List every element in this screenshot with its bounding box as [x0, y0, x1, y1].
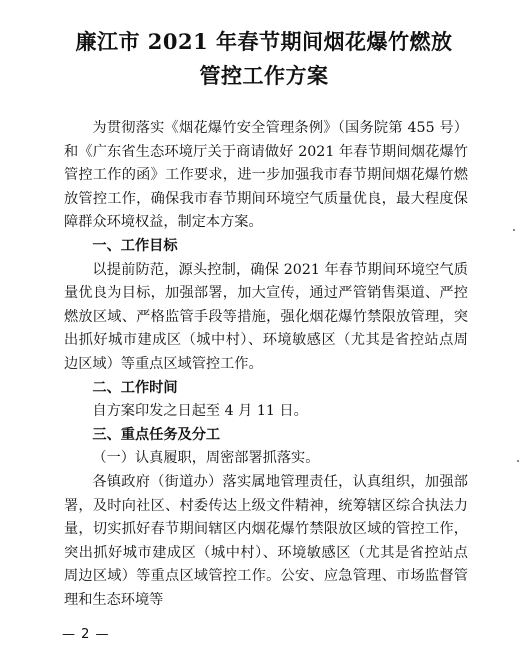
scan-speck [513, 229, 515, 231]
section1-paragraph: 以提前防范，源头控制，确保 2021 年春节期间环境空气质量优良为目标，加强部署，加大宣传，通过严管销售渠道、严控燃放区域、严格监管手段等措施，强化烟花爆竹禁限放管理，突出抓好城市建成区（城中村）、环境敏感区（尤其是省控站点周边区域）等重点区域管控工作。 [64, 261, 468, 372]
page-number: — 2 — [62, 627, 110, 642]
scan-speck [517, 460, 519, 462]
document-title-line2: 管控工作方案 [199, 63, 329, 88]
document-title-line1: 廉江市 2021 年春节期间烟花爆竹燃放 [75, 29, 453, 54]
section2-heading: 二、工作时间 [92, 379, 178, 396]
section3-heading: 三、重点任务及分工 [92, 426, 221, 443]
section2-paragraph: 自方案印发之日起至 4 月 11 日。 [92, 403, 308, 420]
section3-paragraph: 各镇政府（街道办）落实属地管理责任，认真组织，加强部署，及时向社区、村委传达上级文件精神，统筹辖区综合执法力量，切实抓好春节期间辖区内烟花爆竹禁限放区域的管控工作，突出抓好城市建成区（城中村）、环境敏感区（尤其是省控站点周边区域）等重点区域管控工作。公安、应急管理、市场监督管理和生态环境等 [64, 473, 468, 608]
intro-paragraph: 为贯彻落实《烟花爆竹安全管理条例》（国务院第 455 号）和《广东省生态环境厅关于商请做好 2021 年春节期间烟花爆竹管控工作的函》工作要求，进一步加强我市春节期间烟花爆竹燃放管控工作，确保我市春节期间环境空气质量优良，最大程度保障群众环境权益，制定本方案。 [64, 120, 468, 231]
section3-subheading: （一）认真履职，周密部署抓落实。 [92, 450, 320, 467]
section1-heading: 一、工作目标 [92, 237, 178, 254]
document-body [64, 117, 468, 612]
